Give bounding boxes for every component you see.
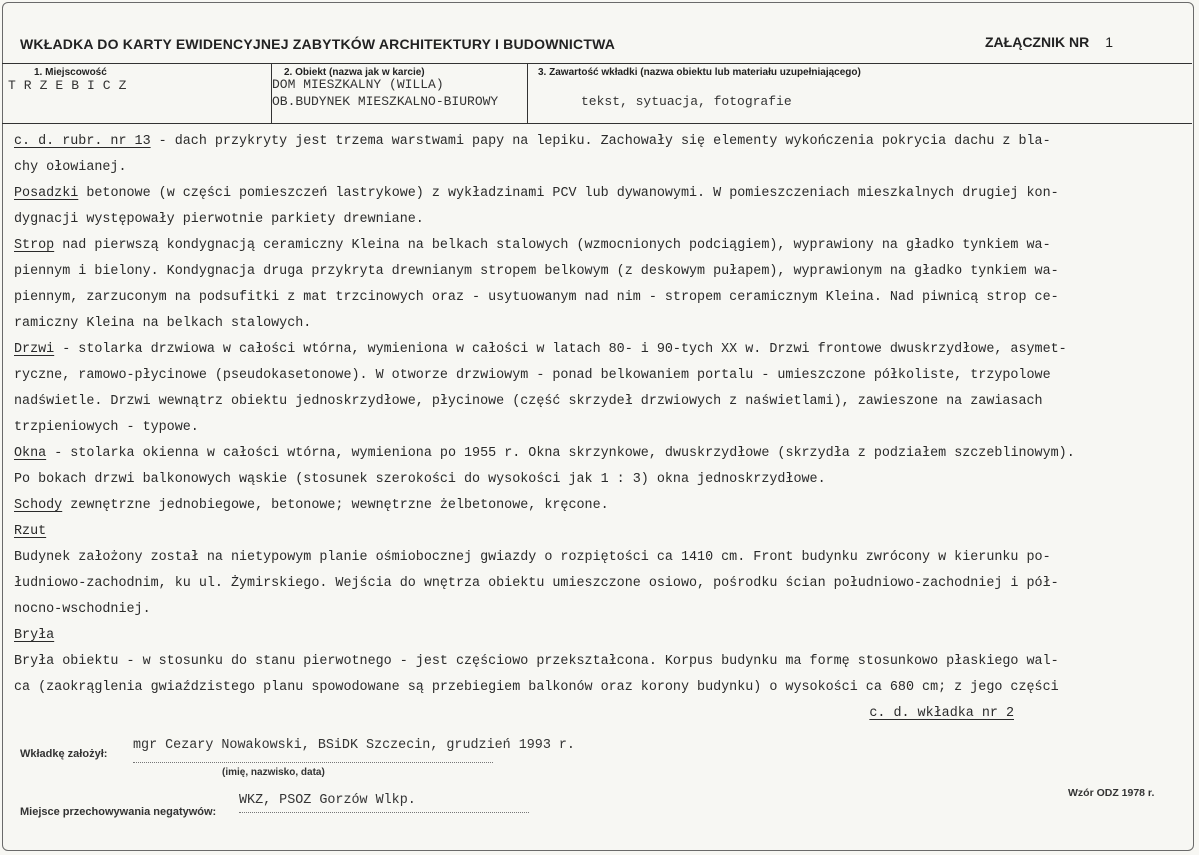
field-divider-2 [527,64,528,123]
attachment-number [985,34,1113,50]
text-line: dygnacji występowały pierwotnie parkiety drewniane. [14,212,424,227]
content-value: tekst, sytuacja, fotografie [581,94,792,109]
text-line: Po bokach drzwi balkonowych wąskie (stosunek szerokości do wysokości jak 1 : 3) okna jednoskrzydłowe. [14,472,826,487]
text-span: - stolarka drzwiowa w całości wtórna, wymieniona w całości w latach 80- i 90-tych XX w. Drzwi frontowe dwuskrzydłowe, asymet- [54,342,1067,357]
text-line [14,441,1184,467]
text-line: piennym i bielony. Kondygnacja druga przykryta drewnianym stropem belkowym (z deskowym pułapem), wyprawionym na gładko tynkiem wa- [14,264,1059,279]
text-span: betonowe (w części pomieszczeń lastrykowe) z wykładzinami PCV lub dywanowymi. W pomieszczeniach mieszkalnych drugiej kon- [78,186,1059,201]
document-title: WKŁADKA DO KARTY EWIDENCYJNEJ ZABYTKÓW ARCHITEKTURY I BUDOWNICTWA [20,36,616,52]
text-span: - dach przykryty jest trzema warstwami papy na lepiku. Zachowały się elementy wykończenia pokrycia dachu z bla- [150,134,1051,149]
section-heading-massing: Bryła [14,628,55,643]
text-line: ca (zaokrąglenia gwiaździstego planu spowodowane są przebiegiem balkonów oraz korony budynku) o wysokości ca 680 cm; z jego części [14,680,1059,695]
text-span: nad pierwszą kondygnacją ceramiczny Kleina na belkach stalowych (wzmocnionych podciągiem), wyprawiony na gładko tynkiem wa- [54,238,1051,253]
header-rule-bottom [2,123,1192,124]
text-line [14,129,1184,155]
header-rule-top [2,63,1192,64]
negatives-value: WKZ, PSOZ Gorzów Wlkp. [239,793,416,808]
text-span: zewnętrzne jednobiegowe, betonowe; wewnętrzne żelbetonowe, kręcone. [62,498,609,513]
text-line [14,701,1184,727]
object-name-line2: OB.BUDYNEK MIESZKALNO-BIUROWY [272,94,499,109]
object-label: 2. Obiekt (nazwa jak w karcie) [284,67,425,78]
negatives-dotted-line [239,812,529,813]
section-heading-ceiling: Strop [14,238,55,253]
author-dotted-line [133,762,493,763]
text-line: ryczne, ramowo-płycinowe (pseudokasetonowe). W otworze drzwiowym - ponad belkowaniem portalu - umieszczone półkoliste, trzypolowe [14,368,1051,383]
author-label: Wkładkę założył: [20,748,108,760]
text-line: nocno-wschodniej. [14,602,151,617]
text-line [14,623,1184,649]
text-span: - stolarka okienna w całości wtórna, wymieniona po 1955 r. Okna skrzynkowe, dwuskrzydłowe (skrzydła z podziałem szczeblinowym). [46,446,1075,461]
author-value: mgr Cezary Nowakowski, BSiDK Szczecin, grudzień 1993 r. [133,738,575,753]
text-line: ramiczny Kleina na belkach stalowych. [14,316,312,331]
section-heading-plan: Rzut [14,524,47,539]
object-name-line1: DOM MIESZKALNY (WILLA) [272,77,444,92]
text-line: piennym, zarzuconym na podsufitki z mat trzcinowych oraz - usytuowanym nad nim - stropem ceramicznym Kleina. Nad piwnicą strop ce- [14,290,1059,305]
text-line [14,233,1184,259]
text-line: łudniowo-zachodnim, ku ul. Żymirskiego. Wejścia do wnętrza obiektu umieszczone osiowo, pośrodku ścian południowo-zachodniej i pół- [14,576,1059,591]
text-line [14,181,1184,207]
attachment-value: 1 [1105,34,1114,50]
negatives-label: Miejsce przechowywania negatywów: [20,806,217,818]
text-line [14,519,1184,545]
locality-value: TRZEBICZ [8,78,135,93]
text-line [14,493,1184,519]
continued-note: c. d. wkładka nr 2 [869,706,1014,721]
text-line: nadświetle. Drzwi wewnątrz obiektu jednoskrzydłowe, płycinowe (część skrzydeł drzwiowych z naświetlami), zawieszone na zawiasach [14,394,1043,409]
section-heading-stairs: Schody [14,498,63,513]
section-heading-windows: Okna [14,446,47,461]
attachment-label: ZAŁĄCZNIK NR [985,34,1090,50]
author-caption: (imię, nazwisko, data) [222,767,325,778]
text-line [14,337,1184,363]
form-id: Wzór ODZ 1978 r. [1068,787,1155,799]
section-heading-roof: c. d. rubr. nr 13 [14,134,151,149]
document-body [14,129,1184,727]
text-line: trzpieniowych - typowe. [14,420,199,435]
text-line: Budynek założony został na nietypowym planie ośmiobocznej gwiazdy o rozpiętości ca 1410 cm. Front budynku zwrócony w kierunku po- [14,550,1051,565]
section-heading-floors: Posadzki [14,186,79,201]
text-line: chy ołowianej. [14,160,127,175]
section-heading-doors: Drzwi [14,342,55,357]
locality-label: 1. Miejscowość [34,67,107,78]
content-label: 3. Zawartość wkładki (nazwa obiektu lub materiału uzupełniającego) [538,67,861,78]
text-line: Bryła obiektu - w stosunku do stanu pierwotnego - jest częściowo przekształcona. Korpus budynku ma formę stosunkowo płaskiego wal- [14,654,1059,669]
